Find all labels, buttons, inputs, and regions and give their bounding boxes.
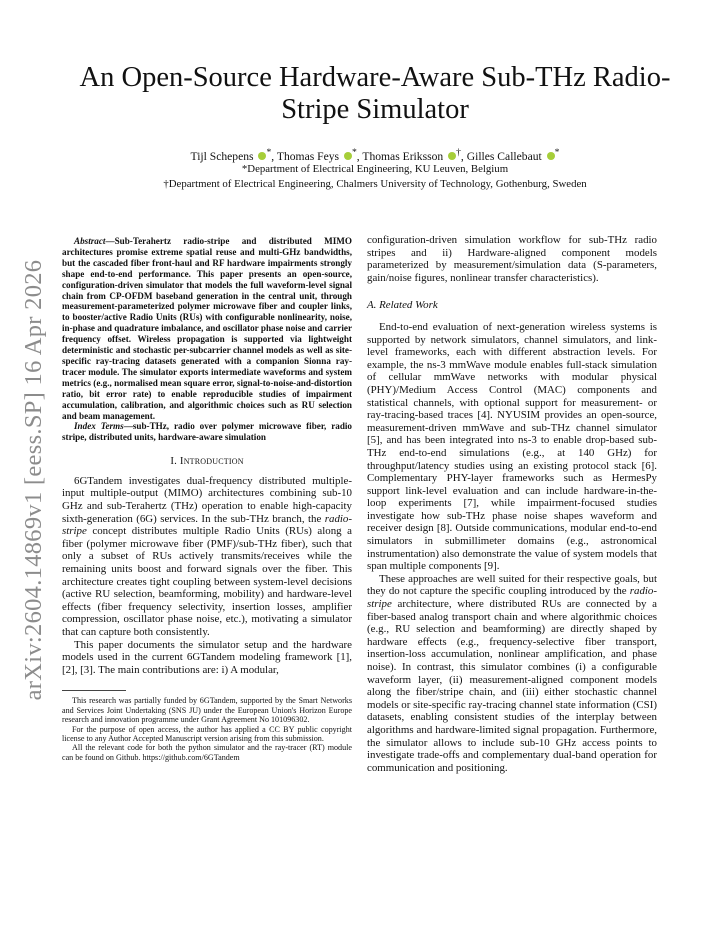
author-name: Gilles Callebaut [466,149,542,163]
footnote-funding: This research was partially funded by 6GTandem, supported by the Smart Networks and Services Joint Undertaking (SNS JU) under the European Union's Horizon Europe research and innovation programme under Grant Agreement No 101096302. [62,696,352,725]
related-work-paragraph: End-to-end evaluation of next-generation wireless systems is supported by network simulators, channel simulators, and link-level frameworks, each with different abstraction levels. For example, the ns-3 mmWave module enables full-stack simulation of cellular mmWave networks with modular physical (PHY)/Medium Access Control (MAC) components and statistical channels, with optional support for measurement- or ray-tracing-based traces [4]. NYUSIM provides an open-source, measurement-driven mmWave and sub-THz channel simulator [5], and has been integrated into ns-3 to enable drop-based sub-THz end-to-end simulations (e.g., at 140 GHz) for throughput/latency studies using an existing protocol stack [6]. Complementary PHY-layer frameworks such as HermesPy support link-level evaluation and can include hardware-in-the-loop experiments [7], while impairment-focused studies investigate how sub-THz phase noise shapes waveform and receiver design [8]. Outside communications, modular end-to-end simulators in submillimeter domains (e.g., astronomical instrumentation) also demonstrate the value of system models that span multiple components [9]. [367,320,657,573]
left-column [62,236,352,762]
subsection-heading-related-work: A. Related Work [367,299,438,312]
author-name: Thomas Eriksson [362,149,444,163]
contribution-continuation: configuration-driven simulation workflow for sub-THz radio stripes and ii) Hardware-aligned component models parameterized by measurement/simulation data (S-parameters, gain/noise figures, nonlinear transfer characteristics). [367,234,657,284]
author-name: Thomas Feys [276,149,340,163]
abstract-label: Abstract [74,236,106,246]
arxiv-sidebar-stamp [14,230,54,730]
orcid-icon[interactable] [448,152,456,160]
abstract [62,236,352,421]
arxiv-identifier: arXiv:2604.14869v1 [eess.SP] 16 Apr 2026 [20,259,47,701]
footnote-license: For the purpose of open access, the author has applied a CC BY public copyright license to any Author Accepted Manuscript version arising from this submission. [62,724,352,743]
author-mark: * [351,147,357,158]
affiliation-kuleuven: *Department of Electrical Engineering, KU Leuven, Belgium [241,163,509,175]
abstract-text: —Sub-Terahertz radio-stripe and distributed MIMO architectures promise extreme spatial reuse and multi-GHz bandwidths, but the cascaded fiber front-haul and RF hardware impairments strongly shape end-to-end performance. This paper presents an open-source, configuration-driven simulator that models the full waveform-level signal chain from CP-OFDM baseband generation in the central unit, through measurement-parameterized polymer microwave fiber and coupler links, to booster/active Radio Units (RUs) with configurable nonlinearity, noise, in-phase and quadrature imbalance, and oscillator phase noise and carrier frequency offset. Wireless propagation is supported via lightweight deterministic and stochastic per-subcarrier channel models as well as site-specific ray-tracing datasets generated with a companion Sionna ray-tracer module. The simulator exports intermediate waveforms and system metrics (e.g., normalised mean square error, signal-to-noise-and-distortion ratio, bit error rate) to enable reproducible studies of impairment accumulation, calibration, and algorithmic choices such as RU selection and beam management. [62,236,352,421]
intro-paragraph [62,475,352,639]
emphasis-term: radio-stripe [62,512,352,538]
orcid-icon[interactable] [344,152,352,160]
author-name: Tijl Schepens [190,149,254,163]
intro-text: concept distributes multiple Radio Units (RUs) along a fiber (polymer microwave fiber (PMF)/sub-THz fiber), such that only a subset of RUs actively transmits/receives while the remaining units boost and forward signals over the fiber. This architecture creates tight coupling between system-level decisions (active RU selection, beamforming, mobility) and hardware-level effects (fiber frequency selectivity, insertion losses, amplifier compression, oscillator phase noise, etc.), motivating a simulator that can capture both consistently. [62,525,352,638]
related-text: architecture, where distributed RUs are connected by a fiber-based analog transport chain and where algorithmic choices (e.g., RU selection and beamforming) are directly shaped by hardware effects (e.g., frequency-selective fiber transport, insertion-loss accumulation, nonlinear amplification, and phase noise). In contrast, this simulator combines (i) a configurable waveform layer, (ii) measurement-aligned component models along the fiber/stripe chain, and (iii) either stochastic channel models or site-specific ray-tracing channel state information (CSI) datasets, enabling consistent studies of the interplay between algorithms and hardware-limited signal propagation. Furthermore, the simulator allows to include sub-10 GHz access points to investigate trade-offs and complementary dual-band operation for communication and positioning. [367,598,657,774]
author-list: Tijl Schepens *, Thomas Feys *, Thomas Eriksson †, Gilles Callebaut * [190,147,560,163]
intro-paragraph: This paper documents the simulator setup and the hardware models used in the current 6GTandem modeling framework [1], [2], [3]. The main contributions are: i) A modular, [62,638,352,676]
author-mark: * [266,147,272,158]
section-heading-introduction: I. Introduction [170,455,244,468]
index-terms-label: Index Terms [74,421,124,432]
index-terms-text: —sub-THz, radio over polymer microwave fiber, radio stripe, distributed units, hardware-aware simulation [62,421,352,443]
paper-title: An Open-Source Hardware-Aware Sub-THz Radio-Stripe Simulator [79,62,671,125]
author-mark: * [554,147,560,158]
author-mark: † [456,147,461,158]
footnote-divider [62,690,126,691]
related-text: These approaches are well suited for their respective goals, but they do not capture the specific coupling introduced by the [367,572,657,598]
affiliation-chalmers: †Department of Electrical Engineering, Chalmers University of Technology, Gothenburg, Sweden [163,178,587,190]
orcid-icon[interactable] [547,152,555,160]
footnote-code: All the relevant code for both the python simulator and the ray-tracer (RT) module can be found on Github. https://github.com/6GTandem [62,743,352,762]
related-work-paragraph [367,573,657,775]
emphasis-term: radio-stripe [367,585,657,611]
intro-text: 6GTandem investigates dual-frequency distributed multiple-input multiple-output (MIMO) architectures combining sub-10 GHz and sub-Terahertz (THz) operation to enable high-capacity sixth-generation (6G) services. In the sub-THz branch, the [62,474,352,525]
index-terms [62,421,352,443]
right-column [367,234,657,774]
